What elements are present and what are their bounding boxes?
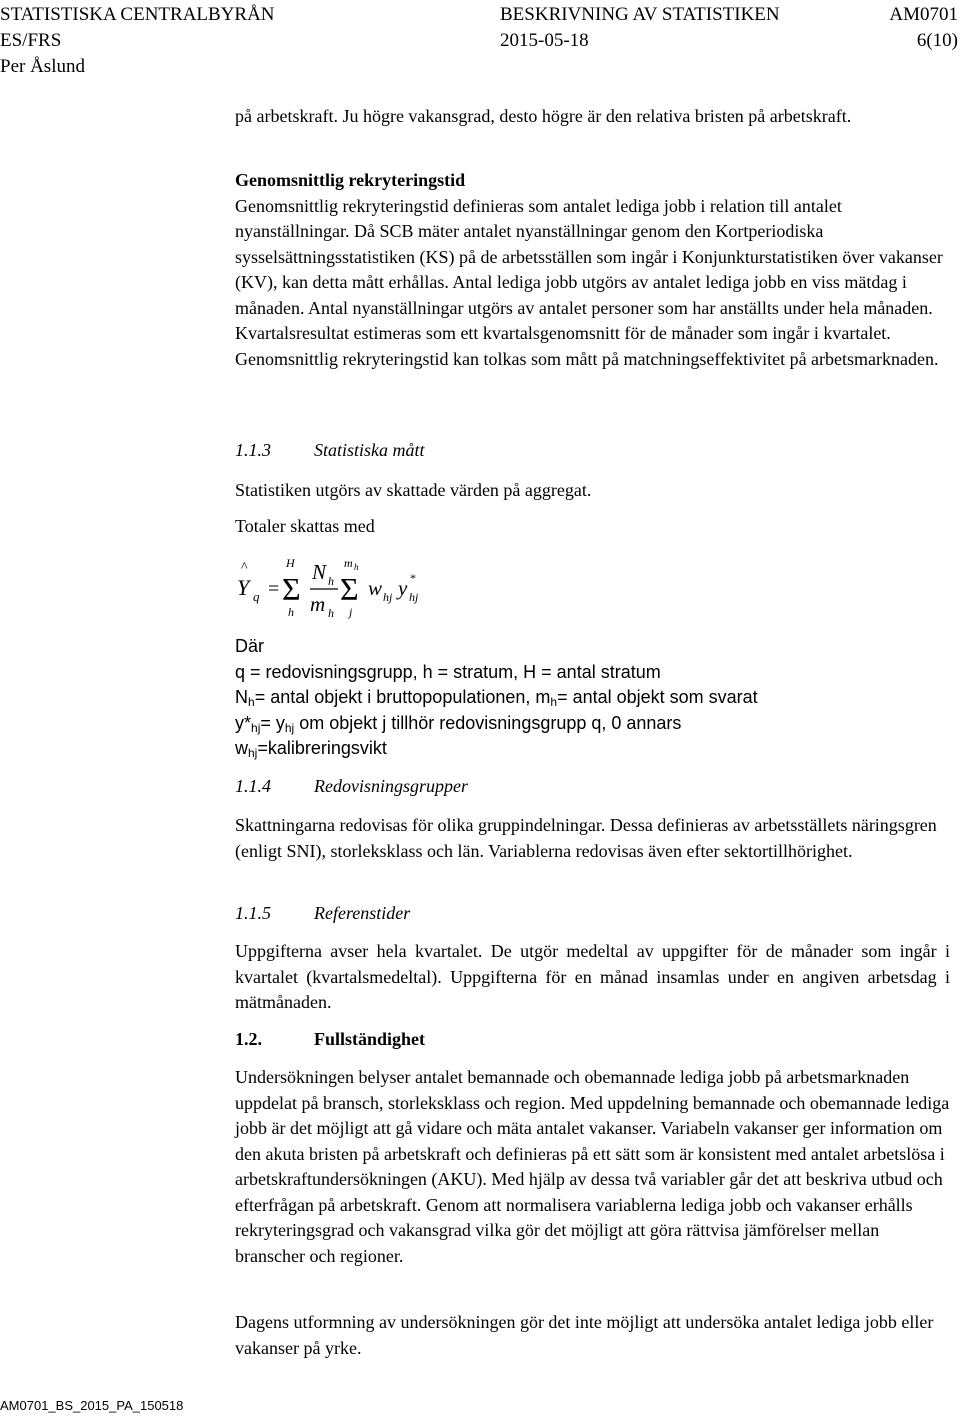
section-title: Redovisningsgrupper (314, 776, 468, 796)
definitions-label: Där (235, 636, 265, 656)
sigma-icon: Σ (282, 571, 301, 607)
formula-N-sub: h (328, 574, 334, 588)
sec113-text2: Totaler skattas med (235, 516, 375, 536)
section-heading-12 (235, 1029, 425, 1050)
section-heading-115 (235, 903, 410, 924)
formula-sum2-top-sub: h (354, 562, 359, 572)
sec115-text: Uppgifterna avser hela kvartalet. De utgör medeltal av uppgifter för de månader som ingår i kvartalet (kvartalsmedeltal). Uppgifterna för en månad insamlas under en angiven arbetsdag i mätmånaden. (235, 941, 950, 1012)
header-doc-type: BESKRIVNING AV STATISTIKEN (500, 4, 780, 25)
formula-sum1-bottom: h (288, 605, 294, 619)
rekrytering-title: Genomsnittlig rekryteringstid (235, 170, 466, 190)
formula-y-sub: hj (409, 590, 419, 604)
definitions-line-4: $w_{hj}=kalibreringsvikt$ (235, 738, 387, 760)
section-title: Referenstider (314, 903, 411, 923)
formula-equals: = (268, 578, 280, 600)
section-title: Statistiska mått (314, 440, 425, 460)
section-heading-113 (235, 440, 425, 461)
sec12-text-1: Undersökningen belyser antalet bemannade och obemannade lediga jobb på arbetsmarknaden uppdelat på bransch, storleksklass och region. Med uppdelning bemannade och obemannade lediga jobb är det möjligt att gå vidare och mäta antalet vakanser. Variabeln vakanser ger information om den akuta bristen på arbetskraft och definieras på ett sätt som är konsistent med antalet arbetslösa i arbetskraftundersökningen (AKU). Med hjälp av dessa två variabler går det att beskriva utbud och efterfrågan på arbetskraft. Genom att normalisera variablerna lediga jobb och vakanser erhålls rekryteringsgrad och vakansgrad vilka gör det möjligt att göra rättvisa jämförelser mellan branscher och regioner. (235, 1067, 950, 1266)
header-doc-code: AM0701 (889, 4, 958, 25)
formula-sum1-top: H (286, 556, 295, 570)
intro-paragraph (235, 104, 950, 130)
formula-N: N (312, 560, 327, 584)
footer-doc-code: AM0701_BS_2015_PA_150518 (0, 1398, 184, 1413)
section-number: 1.1.3 (235, 440, 271, 460)
intro-text: på arbetskraft. Ju högre vakansgrad, desto högre är den relativa bristen på arbetskraft. (235, 106, 852, 126)
section-number: 1.1.5 (235, 903, 271, 923)
formula-w-sub: hj (383, 590, 393, 604)
section-number: 1.2. (235, 1029, 262, 1049)
sigma-icon: Σ (340, 571, 359, 607)
formula-star: * (410, 571, 416, 585)
definitions-line-2: $N_h=$ antal objekt i bruttopopulationen, $m_h=$ antal objekt som svarat (235, 687, 758, 709)
section-number: 1.1.4 (235, 776, 271, 796)
formula-q: q (253, 589, 260, 604)
formula-sum2-bottom: j (349, 605, 353, 619)
header-author: Per Åslund (0, 56, 85, 77)
section-title: Fullständighet (314, 1029, 426, 1049)
formula-hat: ^ (241, 560, 248, 575)
sec113-text1: Statistiken utgörs av skattade värden på aggregat. (235, 480, 592, 500)
header-org: STATISTISKA CENTRALBYRÅN (0, 4, 275, 25)
header-page-number: 6(10) (916, 30, 958, 51)
definitions-block (235, 634, 758, 762)
formula-y: y (398, 576, 408, 600)
formula-m-sub: h (328, 606, 334, 620)
definitions-line-1: q = redovisningsgrupp, h = stratum, H = antal stratum (235, 661, 661, 682)
formula-w: w (368, 576, 383, 600)
header-unit: ES/FRS (0, 30, 62, 51)
section-heading-114 (235, 776, 468, 797)
sec114-text: Skattningarna redovisas för olika gruppindelningar. Dessa definieras av arbetsställets näringsgren (enligt SNI), storleksklass och län. Variablerna redovisas även efter sektortillhörighet. (235, 815, 937, 861)
rekrytering-text: Genomsnittlig rekryteringstid definieras som antalet lediga jobb i relation till antalet nyanställningar. Då SCB mäter antalet nyanställningar genom den Kortperiodiska sysselsättningsstatistiken (KS) på de arbetsställen som ingår i Konjunkturstatistiken över vakanser (KV), kan detta mått erhållas. Antal lediga jobb utgörs av antalet lediga jobb en viss mätdag i månaden. Antal nyanställningar utgörs av antalet personer som har anställts under hela månaden. Kvartalsresultat estimeras som ett kvartalsgenomsnitt för de månader som ingår i kvartalet. Genomsnittlig rekryteringstid kan tolkas som mått på matchningseffektivitet på arbetsmarknaden. (235, 195, 943, 369)
formula-Y: Y (237, 575, 250, 600)
sec12-text-2: Dagens utformning av undersökningen gör det inte möjligt att undersöka antalet lediga jobb eller vakanser på yrke. (235, 1312, 934, 1358)
rekrytering-section (235, 168, 950, 372)
header-date: 2015-05-18 (500, 30, 589, 51)
formula-m: m (310, 592, 326, 616)
formula-sum2-top: m (344, 556, 353, 570)
definitions-line-3: $y*_{hj}= y_{hj}$ om objekt j tillhör redovisningsgrupp q, 0 annars (235, 712, 682, 735)
formula-svg (230, 548, 460, 628)
estimator-formula (230, 548, 460, 628)
